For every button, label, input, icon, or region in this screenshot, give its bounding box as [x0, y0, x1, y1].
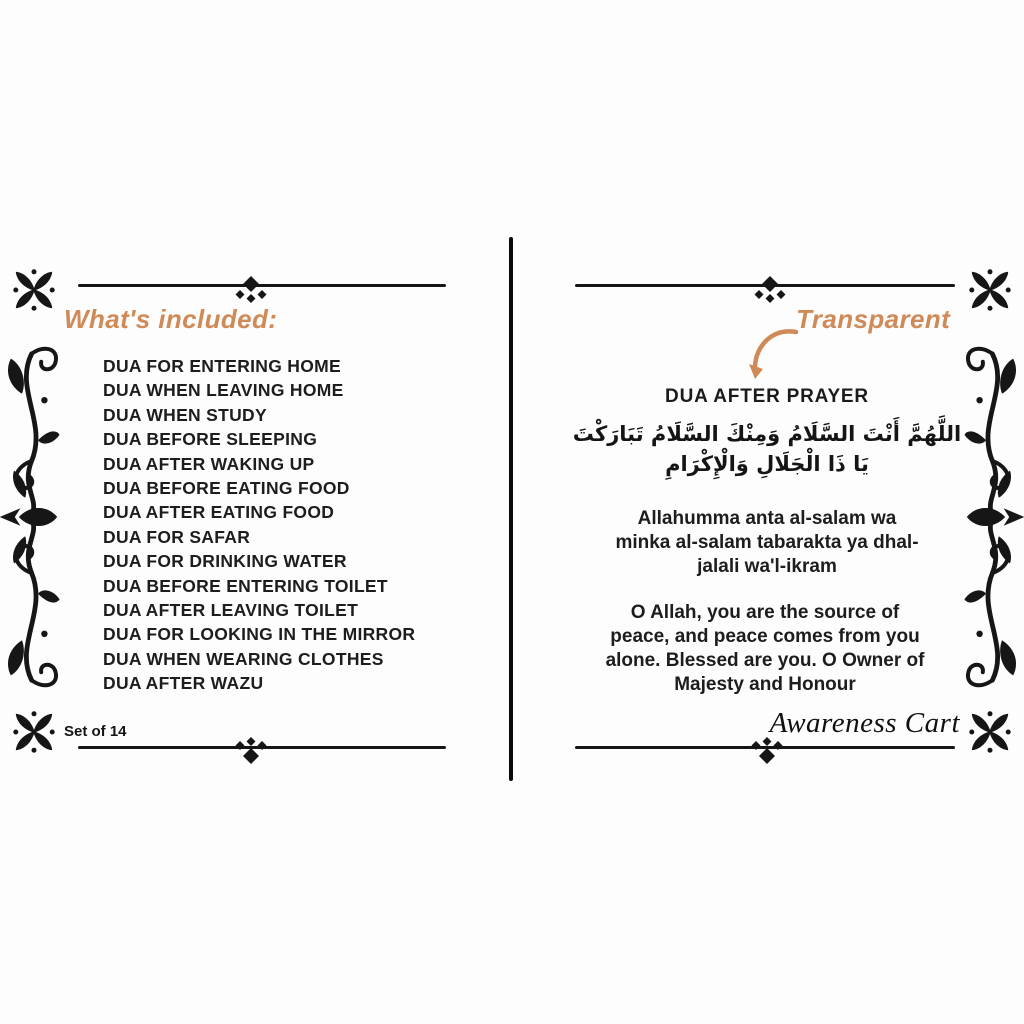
dua-list-item: DUA AFTER WAKING UP [103, 453, 315, 474]
dua-translation-text: O Allah, you are the source of peace, and peace comes from you alone. Blessed are you. O Owner of Majesty and Honour [605, 602, 925, 695]
dua-list-item: DUA WHEN STUDY [103, 404, 267, 425]
diamond-cluster-icon [231, 736, 271, 766]
dua-list-item: DUA AFTER WAZU [103, 673, 264, 694]
dua-list-item: DUA WHEN WEARING CLOTHES [103, 648, 384, 669]
vine-flourish-icon [0, 333, 62, 701]
dua-list-item: DUA BEFORE EATING FOOD [103, 478, 350, 499]
diamond-cluster-icon [747, 736, 787, 766]
set-count-label: Set of 14 [64, 723, 127, 740]
dua-list-item: DUA FOR LOOKING IN THE MIRROR [103, 624, 416, 645]
dua-list-item: DUA WHEN LEAVING HOME [103, 380, 344, 401]
diamond-cluster-icon [750, 274, 790, 304]
dua-card-title: DUA AFTER PRAYER [665, 386, 869, 407]
diamond-cluster-icon [231, 274, 271, 304]
dua-transliteration-text: Allahumma anta al-salam wa minka al-salam tabarakta ya dhal-jalali wa'l-ikram [615, 508, 919, 577]
center-divider-line [509, 237, 513, 781]
dua-list-item: DUA FOR ENTERING HOME [103, 356, 342, 376]
brand-name: Awareness Cart [769, 707, 960, 739]
dua-list-item: DUA FOR DRINKING WATER [103, 551, 347, 572]
fleur-ornament-icon [950, 692, 1024, 771]
dua-arabic-text: اللَّهُمَّ أَنْتَ السَّلَامُ وَمِنْكَ السَّلَامُ تَبَارَكْتَ يَا ذَا الْجَلَالِ وَالْإِكْرَامِ [572, 422, 962, 477]
curved-down-arrow-icon [746, 326, 800, 380]
transparent-callout-label: Transparent [796, 304, 951, 334]
dua-list-item: DUA FOR SAFAR [103, 526, 251, 547]
dua-list [103, 354, 415, 696]
dua-list-item: DUA AFTER EATING FOOD [103, 502, 335, 523]
whats-included-heading: What's included: [64, 304, 278, 334]
fleur-ornament-icon [0, 692, 74, 771]
fleur-ornament-icon [950, 250, 1024, 329]
dua-list-item: DUA AFTER LEAVING TOILET [103, 600, 359, 621]
fleur-ornament-icon [0, 250, 74, 329]
dua-list-item: DUA BEFORE ENTERING TOILET [103, 575, 388, 596]
vine-flourish-icon [962, 333, 1024, 701]
dua-list-item: DUA BEFORE SLEEPING [103, 429, 318, 450]
